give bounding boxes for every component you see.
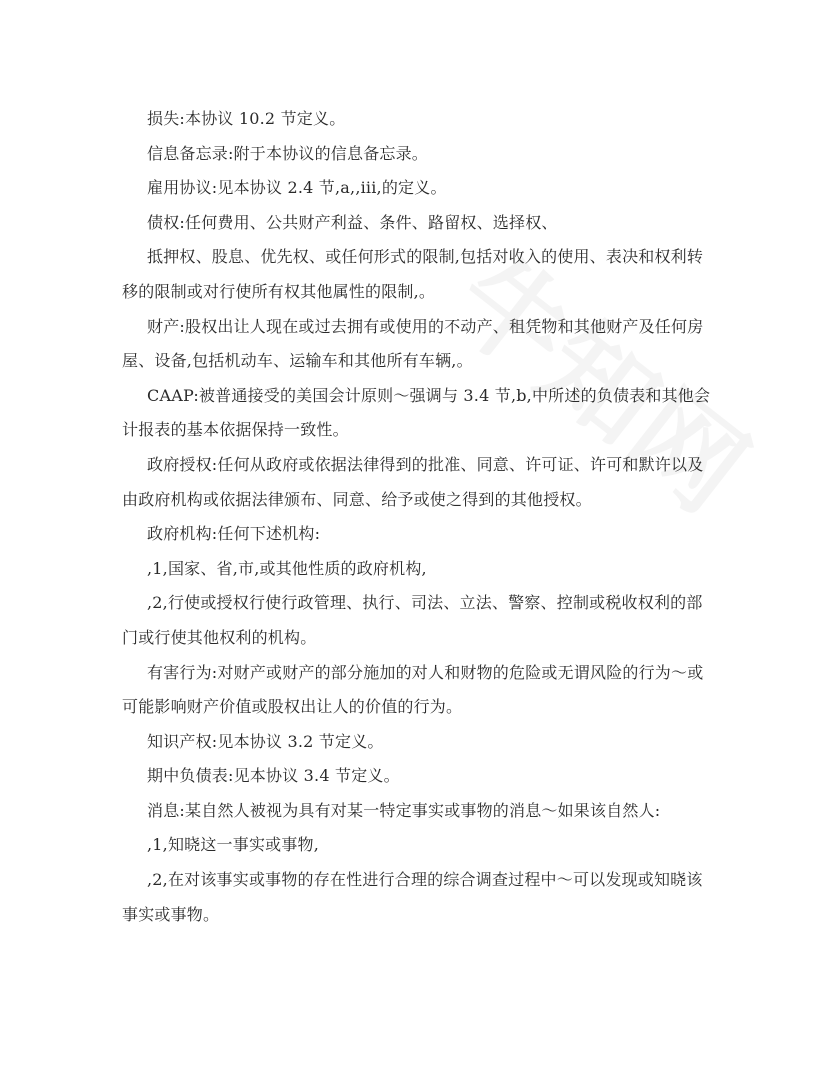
text-line: 期中负债表:见本协议 3.4 节定义。 xyxy=(147,766,400,786)
document-body xyxy=(122,102,712,932)
text-line: 门或行使其他权利的机构。 xyxy=(122,627,317,647)
text-line: 移的限制或对行使所有权其他属性的限制,。 xyxy=(122,281,436,301)
text-line: 财产:股权出让人现在或过去拥有或使用的不动产、租凭物和其他财产及任何房 xyxy=(147,316,704,336)
text-line: 信息备忘录:附于本协议的信息备忘录。 xyxy=(147,143,428,163)
text-line: 屋、设备,包括机动车、运输车和其他所有车辆,。 xyxy=(122,351,473,371)
text-line: 知识产权:见本协议 3.2 节定义。 xyxy=(147,731,384,751)
text-line: ,2,行使或授权行使行政管理、执行、司法、立法、警察、控制或税收权利的部 xyxy=(147,593,703,613)
text-line: 消息:某自然人被视为具有对某一特定事实或事物的消息～如果该自然人: xyxy=(147,800,661,820)
text-line: 政府机构:任何下述机构: xyxy=(147,524,321,544)
text-line: 雇用协议:见本协议 2.4 节,a,,iii,的定义。 xyxy=(147,178,447,198)
text-line: ,1,知晓这一事实或事物, xyxy=(147,835,320,855)
text-line: 损失:本协议 10.2 节定义。 xyxy=(147,109,346,128)
text-line: 债权:任何费用、公共财产利益、条件、路留权、选择权、 xyxy=(147,212,558,232)
text-line: 可能影响财产价值或股权出让人的价值的行为。 xyxy=(122,697,463,717)
text-line: ,1,国家、省,市,或其他性质的政府机构, xyxy=(147,558,427,578)
text-line: 由政府机构或依据法律颁布、同意、给予或使之得到的其他授权。 xyxy=(122,489,592,509)
text-line: 有害行为:对财产或财产的部分施加的对人和财物的危险或无谓风险的行为～或 xyxy=(147,662,704,682)
text-line: 计报表的基本依据保持一致性。 xyxy=(122,420,349,440)
text-line: ,2,在对该事实或事物的存在性进行合理的综合调查过程中～可以发现或知晓该 xyxy=(147,870,703,890)
text-line: 政府授权:任何从政府或依据法律得到的批准、同意、许可证、许可和默许以及 xyxy=(147,454,704,474)
text-line: 事实或事物。 xyxy=(122,904,220,924)
text-line: CAAP:被普通接受的美国会计原则～强调与 3.4 节,b,中所述的负债表和其他会 xyxy=(147,385,711,405)
text-line: 抵押权、股息、优先权、或任何形式的限制,包括对收入的使用、表决和权利转 xyxy=(147,247,704,267)
